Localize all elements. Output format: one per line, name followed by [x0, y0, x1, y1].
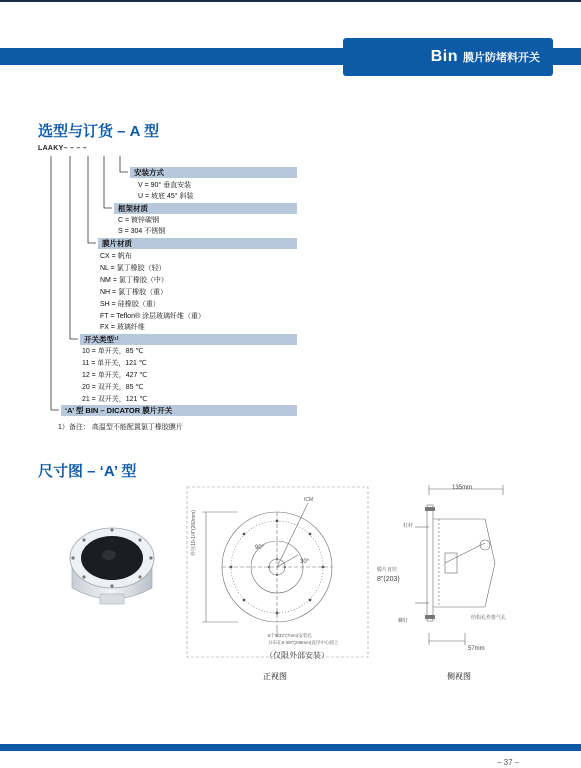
footer-bar — [0, 744, 581, 751]
option-diaphragm-cx: CX = 帆布 — [100, 253, 132, 260]
front-view-holes-note-2: 分布在8-3/8"(238mm)直径中心圆上 — [268, 640, 339, 645]
front-view-restriction: （仅限外部安装） — [265, 651, 329, 660]
front-view-angle-30: 30° — [300, 559, 310, 565]
side-view-drawing — [385, 483, 515, 658]
option-diaphragm-sh: SH = 硅橡胶（重） — [100, 301, 160, 308]
side-view-diaphragm-value: 8"(203) — [377, 576, 400, 583]
front-view-holes-note-1: 8个9/32"(7mm)安装孔 — [268, 633, 312, 638]
model-code: LAAKY– – – – — [38, 145, 88, 152]
product-photo — [62, 518, 162, 614]
option-switch-10: 10 = 单开关，85 ℃ — [82, 348, 144, 355]
side-view-label-bolt: 螺钉 — [398, 618, 409, 624]
option-frame-s: S = 304 不锈钢 — [118, 228, 166, 235]
option-switch-21: 21 = 双开关，121 ℃ — [82, 396, 148, 403]
side-view-label-lever: 杠杆 — [403, 523, 414, 529]
footnote: 1）备注： 高温型不能配置氯丁橡胶膜片 — [58, 424, 183, 431]
option-diaphragm-nl: NL = 氯丁橡胶（轻） — [100, 265, 166, 272]
header-brand: Bin — [430, 48, 458, 65]
front-view-dim-left: 外径10-1/4"(260mm) — [191, 510, 197, 556]
page-number: – 37 – — [497, 758, 520, 767]
category-product: ‘A’ 型 BIN – DICATOR 膜片开关 — [61, 405, 297, 416]
side-view-label-diaphragm: 膜片直径 — [377, 567, 398, 573]
category-diaphragm: 膜片材质 — [98, 238, 297, 249]
option-frame-c: C = 镀锌碳钢 — [118, 217, 160, 224]
front-view-label-top: ICM — [304, 497, 314, 503]
section-title-dimensions: 尺寸图 – ‘A’ 型 — [38, 463, 137, 480]
option-diaphragm-fx: FX = 玻璃纤维 — [100, 324, 145, 331]
category-switch-type: 开关类型¹⁾ — [80, 334, 297, 345]
section-title-selection: 选型与订货 – A 型 — [38, 123, 160, 140]
category-frame: 框架材质 — [114, 203, 297, 214]
option-switch-11: 11 = 单开关，121 ℃ — [82, 360, 147, 367]
option-diaphragm-ft: FT = Teflon® 涂层玻璃纤维（重） — [100, 313, 206, 320]
front-view-angle-90: 90° — [255, 545, 265, 551]
option-mounting-u: U = 坡底 45° 斜装 — [138, 193, 194, 200]
side-view-dim-bottom: 57mm — [468, 646, 485, 652]
option-switch-12: 12 = 单开关，427 ℃ — [82, 372, 148, 379]
side-view-caption: 侧视图 — [447, 672, 471, 681]
option-mounting-v: V = 90° 垂直安装 — [138, 182, 192, 189]
category-mounting: 安装方式 — [130, 167, 297, 178]
option-switch-20: 20 = 双开关，85 ℃ — [82, 384, 144, 391]
front-view-caption: 正视图 — [263, 672, 287, 681]
option-diaphragm-nh: NH = 氯丁橡胶（重） — [100, 289, 168, 296]
option-diaphragm-nm: NM = 氯丁橡胶（中） — [100, 277, 168, 284]
side-view-dim-top: 135mm — [452, 485, 473, 491]
header-title: 膜片防堵料开关 — [463, 52, 540, 64]
side-view-label-vent: 结构孔作排气孔 — [471, 615, 507, 621]
